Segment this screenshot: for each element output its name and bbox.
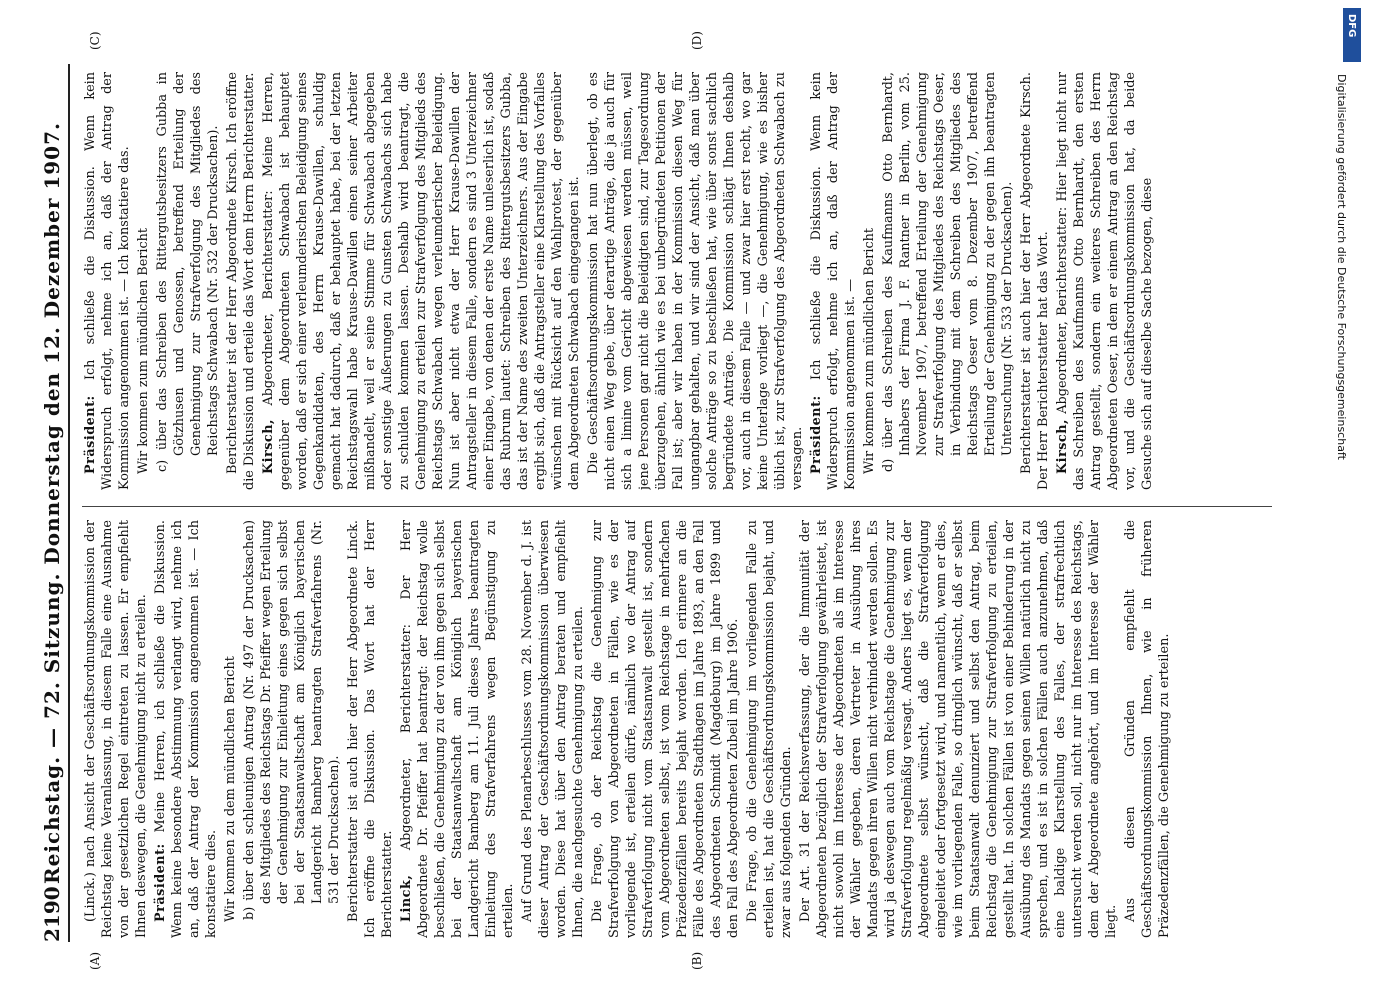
speaker-name: Präsident: — [809, 395, 824, 474]
speaker-name: Kirsch, — [1055, 419, 1070, 474]
margin-letter-b: (B) — [690, 951, 704, 970]
speech-text: Abgeordneter, Berichterstatter: Hier liegt nicht nur das Schreiben des Kaufmanns Otto Bernhardt, den ersten Antrag gestellt, sondern ein weiteres Schreiben des Herrn Abgeordneten Oeser, in dem er einem Antrag an den Reichstag vor, und die Geschäftsordnungskommission hat, da beide Gesuche sich auf dieselbe Sache bezogen, diese — [1055, 72, 1155, 490]
speech-text: Ich schließe die Diskussion. Wenn kein Widerspruch erfolgt, nehme ich an, daß der Antrag der Kommission angenommen ist. — Ich konstatiere das. — [83, 72, 132, 490]
running-head — [34, 64, 70, 942]
margin-letter-c: (C) — [88, 31, 102, 50]
text-paragraph: Wir kommen zu dem mündlichen Bericht — [223, 656, 238, 922]
text-paragraph: Berichterstatter ist auch hier der Herr Abgeordnete Linck. Ich eröffne die Diskussion. Das Wort hat der Herr Berichterstatter. — [346, 520, 395, 938]
speaker-name: Präsident: — [153, 843, 168, 922]
speech-paragraph — [808, 72, 859, 490]
speech-paragraph — [82, 72, 133, 490]
side-credit-text: Digitalisierung gefördert durch die Deutsche Forschungsgemeinschaft — [1335, 74, 1348, 460]
text-paragraph: Berichterstatter ist auch hier der Herr Abgeordnete Kirsch. Der Herr Berichterstatter hat das Wort. — [1019, 72, 1051, 490]
speech-text: Meine Herren, ich schließe die Diskussion. Wenn keine besondere Abstimmung verlangt wird, nehme ich an, daß der Antrag der Kommission angenommen ist. — Ich konstatiere dies. — [153, 520, 219, 938]
text-paragraph: Die Geschäftsordnungskommission hat nun überlegt, ob es nicht einen Weg gebe, über derartige Anträge, die ja auch für sich a limine vom Gericht abgewiesen werden müssen, weil jene Personen gar nicht die Beleidigten sind, zur Tagesordnung überzugehen, ähnlich wie es bei unbegründeten Petitionen der Fall ist; aber wir haben in der Kommission diesen Weg für ungangbar gehalten, und wir sind der Ansicht, daß man über solche Anträge so zu beschließen hat, wie über sonst sachlich begründete Anträge. Die Kommission schlägt Ihnen deshalb vor, auch in diesem Falle — und zwar hier erst recht, wo gar keine Unterlage vorliegt —, die Genehmigung, wie es bisher üblich ist, zur Strafverfolgung des Abgeordneten Schwabach zu versagen. — [586, 72, 805, 490]
speech-text: Abgeordneter, Berichterstatter: Der Herr Abgeordnete Dr. Pfeiffer hat beantragt: der Reichstag wolle beschließen, die Genehmigung zu der von ihm gegen sich selbst bei der Staatsanwaltschaft am Königlich bayerischen Landgericht Bamberg am 11. Juli dieses Jahres beantragten Einleitung des Strafverfahrens wegen Begünstigung zu erteilen. — [399, 520, 516, 938]
right-column — [82, 72, 1272, 490]
page-number: 2190 — [40, 886, 64, 942]
speech-paragraph — [1054, 72, 1156, 490]
column-divider — [82, 506, 1272, 507]
text-paragraph: (Linck.) nach Ansicht der Geschäftsordnungskommission der Reichstag keine Veranlassung, in diesem Falle eine Ausnahme von der gesetzlichen Regel eintreten zu lassen. Er empfiehlt Ihnen deswegen, die Genehmigung nicht zu erteilen. — [83, 520, 149, 938]
dfg-logo: DFG — [1343, 8, 1361, 62]
left-column — [82, 520, 1272, 938]
text-paragraph: Der Art. 31 der Reichsverfassung, der die Immunität der Abgeordneten bezüglich der Strafverfolgung gewährleistet, ist nicht sowohl im Interesse der Abgeordneten als im Interesse der Wähler gegeben, deren Vertreter in Ausübung ihres Mandats gegen ihren Willen nicht verhindert werden sollen. Es wird ja deswegen auch vom Reichstage die Genehmigung zur Strafverfolgung regelmäßig versagt. Anders liegt es, wenn der Abgeordnete selbst wünscht, daß die Strafverfolgung eingeleitet oder fortgesetzt wird, und namentlich, wenn er dies, wie im vorliegenden Falle, so dringlich wünscht, daß er selbst beim Staatsanwalt denunziert und selbst den Antrag, beim Reichstag die Genehmigung zur Strafverfolgung zu erteilen, gestellt hat. In solchen Fällen ist von einer Behinderung in der Ausübung des Mandats gegen seinen Willen natürlich nicht zu sprechen, und es ist in solchen Fällen auch anzunehmen, daß eine baldige Klarstellung des Falles, der strafrechtlich untersucht werden soll, nicht nur im Interesse des Reichstags, dem der Abgeordnete angehört, und im Interesse der Wähler liegt. — [798, 520, 1119, 938]
agenda-item: c) über das Schreiben des Rittergutsbesitzers Gubba in Götzhusen und Genossen, betreffend Erteilung der Genehmigung zur Strafverfolgung des Mitgliedes des Reichstags Schwabach (Nr. 532 der Drucksachen). — [155, 72, 221, 472]
margin-letter-d: (D) — [690, 31, 704, 50]
text-paragraph: Die Frage, ob die Genehmigung im vorliegenden Falle zu erteilen ist, hat die Geschäftsordnungskommission bejaht, und zwar aus folgenden Gründen. — [745, 520, 794, 938]
speech-paragraph — [260, 72, 583, 490]
text-paragraph: Die Frage, ob der Reichstag die Genehmigung zur Strafverfolgung von Abgeordneten in Fällen, wie es der vorliegende ist, erteilen dürfe, nämlich wo der Antrag auf Strafverfolgung nicht vom Staatsanwalt gestellt ist, sondern vom Abgeordneten selbst, ist vom Reichstage in mehrfachen Präzedenzfällen bereits bejaht worden. Ich erinnere an die Fälle des Abgeordneten Stadthagen im Jahre 1893, an den Fall des Abgeordneten Schmidt (Magdeburg) im Jahre 1899 und den Fall des Abgeordneten Zubeil im Jahre 1906. — [590, 520, 741, 938]
speaker-name: Linck, — [399, 874, 414, 922]
text-paragraph: Auf Grund des Plenarbeschlusses vom 28. November d. J. ist dieser Antrag der Geschäftsordnungskommission überwiesen worden. Diese hat über den Antrag beraten und empfiehlt Ihnen, die nachgesuchte Genehmigung zu erteilen. — [520, 520, 586, 938]
speech-text: Abgeordneter, Berichterstatter: Meine Herren, gegenüber dem Abgeordneten Schwabach ist behauptet worden, daß er sich einer verleumderischen Beleidigung seines Gegenkandidaten, des Herrn Krause-Dawillen, schuldig gemacht hat dadurch, daß er behauptet habe, bei der letzten Reichstagswahl habe Krause-Dawillen einen seiner Arbeiter mißhandelt, weil er seine Stimme für Schwabach abgegeben oder sonstige Äußerungen zu Gunsten Schwabachs sich habe zu schulden kommen lassen. Deshalb wird beantragt, die Genehmigung zu erteilen zur Strafverfolgung des Mitglieds des Reichstags Schwabach wegen verleumderischer Beleidigung. Nun ist aber nicht etwa der Herr Krause-Dawillen der Antragsteller in diesem Falle, sondern es sind 3 Unterzeichner einer Eingabe, von denen der erste Name unleserlich ist, sodaß das Rubrum lautet: Schreiben des Rittergutsbesitzers Gubba, das ist der Name des zweiten Unterzeichners. Aus der Eingabe ergibt sich, daß die Antragsteller eine Klarstellung des Vorfalles wünschen mit Rücksicht auf den Wahlprotest, der gegenüber dem Abgeordneten Schwabach eingegangen ist. — [261, 72, 582, 490]
speaker-name: Kirsch, — [261, 419, 276, 474]
running-title: Reichstag. — 72. Sitzung. Donnerstag den 12. Dezember 1907. — [40, 122, 64, 884]
agenda-item: b) über den schleunigen Antrag (Nr. 497 der Drucksachen) des Mitgliedes des Reichstags Dr. Pfeiffer wegen Erteilung der Genehmigung zur Einleitung eines gegen sich selbst bei der Staatsanwaltschaft am Königlich bayerischen Landgericht Bamberg beantragten Strafverfahrens (Nr. 531 der Drucksachen). — [242, 520, 342, 920]
speech-paragraph — [398, 520, 517, 938]
text-paragraph: Aus diesen Gründen empfiehlt die Geschäftsordnungskommission Ihnen, wie in früheren Präzedenzfällen, die Genehmigung zu erteilen. — [1123, 520, 1172, 938]
margin-letter-a: (A) — [88, 951, 102, 970]
text-paragraph: Berichterstatter ist der Herr Abgeordnete Kirsch. Ich eröffne die Diskussion und erteile das Wort dem Herrn Berichterstatter. — [225, 72, 257, 490]
speech-text: Ich schließe die Diskussion. Wenn kein Widerspruch erfolgt, nehme ich an, daß der Antrag der Kommission angenommen ist. — — [809, 72, 858, 490]
text-paragraph: Wir kommen zum mündlichen Bericht — [136, 227, 151, 474]
text-paragraph: Wir kommen zum mündlichen Bericht — [862, 227, 877, 474]
speech-paragraph — [152, 520, 220, 938]
agenda-item: d) über das Schreiben des Kaufmanns Otto Bernhardt, Inhabers der Firma J. F. Rantner in Berlin, vom 25. November 1907, betreffend Erteilung der Genehmigung zur Strafverfolgung des Mitgliedes des Reichstags Oeser, in Verbindung mit dem Schreiben des Mitgliedes des Reichstags Oeser vom 8. Dezember 1907, betreffend Erteilung der Genehmigung zu der gegen ihn beantragten Untersuchung (Nr. 533 der Drucksachen). — [881, 72, 1015, 472]
speaker-name: Präsident: — [83, 395, 98, 474]
side-credit — [1335, 4, 1364, 994]
